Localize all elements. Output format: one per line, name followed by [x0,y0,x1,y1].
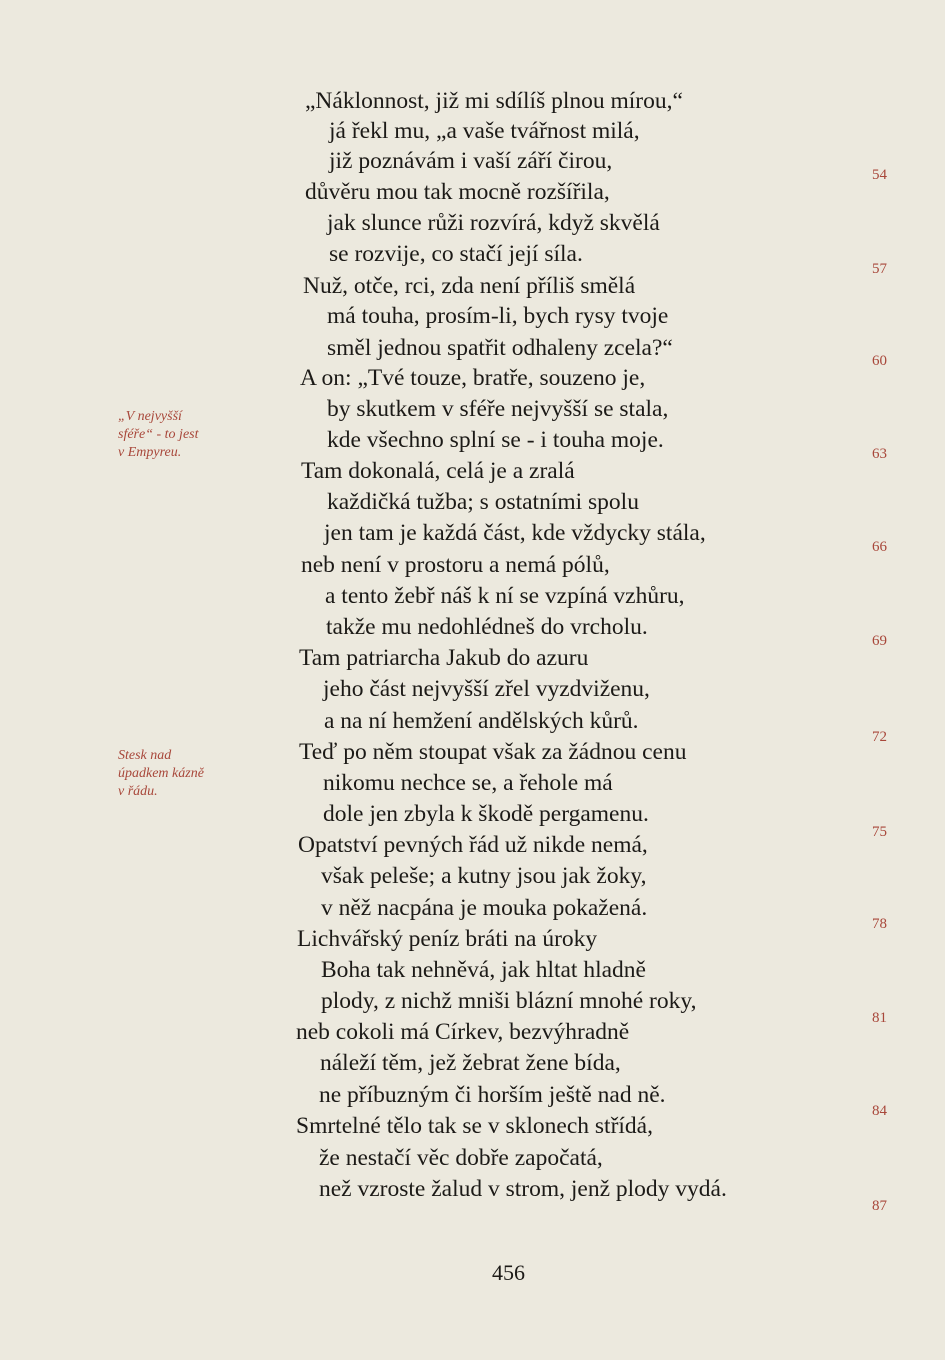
verse-line: jak slunce růži rozvírá, když skvělá [327,210,660,236]
verse-line: Boha tak nehněvá, jak hltat hladně [321,957,646,983]
verse-line: jen tam je každá část, kde vždycky stála, [324,520,706,546]
verse-line: Nuž, otče, rci, zda není příliš smělá [303,273,636,299]
verse-line: neb není v prostoru a nemá pólů, [301,552,610,578]
verse-line: Teď po něm stoupat však za žádnou cenu [299,739,687,765]
line-number: 66 [872,539,887,555]
verse-line: Tam patriarcha Jakub do azuru [299,645,589,671]
line-number: 81 [872,1010,887,1026]
verse-line: „Náklonnost, již mi sdílíš plnou mírou,“ [305,88,683,114]
verse-line: se rozvije, co stačí její síla. [329,241,583,267]
verse-line: že nestačí věc dobře započatá, [319,1145,603,1171]
margin-note [118,408,199,462]
verse-line: ne příbuzným či horším ještě nad ně. [319,1082,666,1108]
verse-line: Lichvářský peníz bráti na úroky [297,926,598,952]
verse-line: nikomu nechce se, a řehole má [323,770,613,796]
verse-line: A on: „Tvé touze, bratře, souzeno je, [300,365,646,391]
margin-note-line: „V nejvyšší [118,409,182,424]
verse-line: kde všechno splní se - i touha moje. [327,427,664,453]
verse-line: neb cokoli má Církev, bezvýhradně [296,1019,630,1045]
line-number: 87 [872,1198,887,1214]
verse-line: já řekl mu, „a vaše tvářnost milá, [329,118,640,144]
verse-line: jeho část nejvyšší zřel vyzdviženu, [323,676,650,702]
margin-note-line: Stesk nad [118,748,172,763]
verse-line: by skutkem v sféře nejvyšší se stala, [327,396,669,422]
verse-line: Smrtelné tělo tak se v sklonech střídá, [296,1113,653,1139]
line-number: 72 [872,729,887,745]
verse-line: však peleše; a kutny jsou jak žoky, [321,863,647,889]
line-number: 60 [872,353,887,369]
verse-line: má touha, prosím-li, bych rysy tvoje [327,303,669,329]
line-number: 63 [872,446,887,462]
margin-note-line: sféře“ - to jest [118,427,199,442]
verse-line: směl jednou spatřit odhaleny zcela?“ [327,335,673,361]
margin-note-line: v řádu. [118,784,158,799]
verse-line: a tento žebř náš k ní se vzpíná vzhůru, [325,583,685,609]
verse-line: Opatství pevných řád už nikde nemá, [298,832,648,858]
line-number: 75 [872,824,887,840]
line-number: 78 [872,916,887,932]
margin-note-line: v Empyreu. [118,445,182,460]
verse-line: a na ní hemžení andělských kůrů. [324,708,639,734]
margin-note-line: úpadkem kázně [118,766,204,781]
line-number: 54 [872,167,887,183]
line-number: 69 [872,633,887,649]
verse-line: takže mu nedohlédneš do vrcholu. [326,614,648,640]
verse-line: každičká tužba; s ostatními spolu [327,489,639,515]
verse-line: Tam dokonalá, celá je a zralá [301,458,575,484]
verse-line: dole jen zbyla k škodě pergamenu. [323,801,649,827]
margin-note [118,747,204,801]
verse-line: než vzroste žalud v strom, jenž plody vydá. [319,1176,727,1202]
line-number: 57 [872,261,887,277]
line-number: 84 [872,1103,887,1119]
verse-line: náleží těm, jež žebrat žene bída, [320,1050,621,1076]
verse-line: již poznávám i vaší září čirou, [329,148,613,174]
verse-line: důvěru mou tak mocně rozšířila, [305,179,610,205]
verse-line: v něž nacpána je mouka pokažená. [321,895,648,921]
verse-line: plody, z nichž mniši blázní mnohé roky, [321,988,697,1014]
page-number: 456 [492,1260,525,1285]
